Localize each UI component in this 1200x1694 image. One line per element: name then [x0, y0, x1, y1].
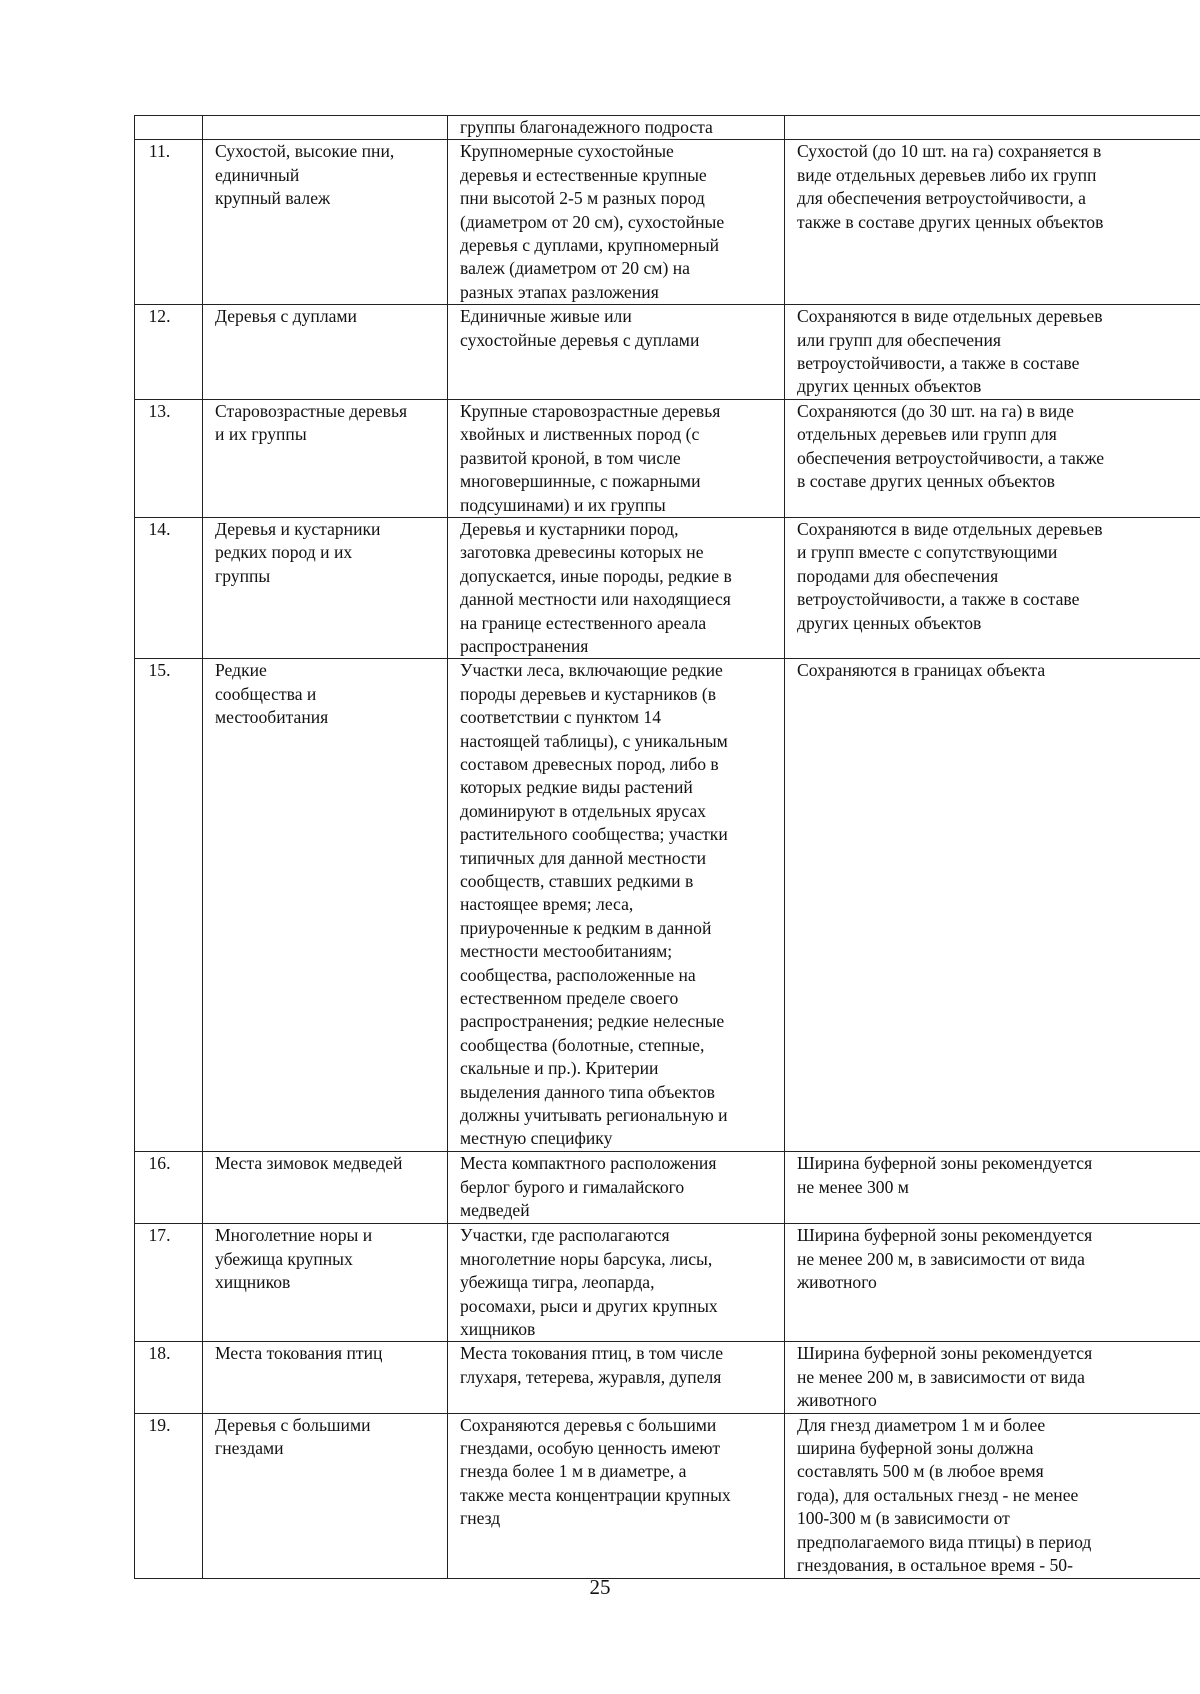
row-number: 15. [135, 659, 203, 1152]
object-name: Редкие сообщества и местообитания [203, 659, 448, 1152]
row-number: 17. [135, 1224, 203, 1342]
table-row [135, 1152, 1200, 1224]
object-name: Деревья с дуплами [203, 305, 448, 400]
row-number [135, 116, 203, 140]
table-row [135, 305, 1200, 400]
preservation-rule: Сухостой (до 10 шт. на га) сохраняется в виде отдельных деревьев либо их групп для обеспечения ветроустойчивости, а также в составе других ценных объектов [785, 140, 1200, 305]
object-description: Единичные живые или сухостойные деревья с дуплами [448, 305, 785, 400]
row-number: 14. [135, 517, 203, 658]
table-row [135, 399, 1200, 517]
row-number: 16. [135, 1152, 203, 1224]
preservation-rule: Сохраняются в границах объекта [785, 659, 1200, 1152]
object-description: Деревья и кустарники пород, заготовка древесины которых не допускается, иные породы, редкие в данной местности или находящиеся на границе естественного ареала распространения [448, 517, 785, 658]
object-description: Участки, где располагаются многолетние норы барсука, лисы, убежища тигра, леопарда, росомахи, рыси и других крупных хищников [448, 1224, 785, 1342]
object-description: Крупномерные сухостойные деревья и естественные крупные пни высотой 2-5 м разных пород (диаметром от 20 см), сухостойные деревья с дуплами, крупномерный валеж (диаметром от 20 см) на разных этапах разложения [448, 140, 785, 305]
object-description: Крупные старовозрастные деревья хвойных и лиственных пород (с развитой кроной, в том числе многовершинные, с пожарными подсушинами) и их группы [448, 399, 785, 517]
object-name: Места зимовок медведей [203, 1152, 448, 1224]
object-name: Деревья и кустарники редких пород и их группы [203, 517, 448, 658]
object-name: Сухостой, высокие пни, единичный крупный валеж [203, 140, 448, 305]
object-name: Деревья с большими гнездами [203, 1413, 448, 1578]
row-number: 12. [135, 305, 203, 400]
page-number: 25 [589, 1575, 611, 1599]
object-description: Участки леса, включающие редкие породы деревьев и кустарников (в соответствии с пунктом 14 настоящей таблицы), с уникальным составом древесных пород, либо в которых редкие виды растений доминируют в отдельных ярусах растительного сообщества; участки типичных для данной местности сообществ, ставших редкими в настоящее время; леса, приуроченные к редким в данной местности местообитаниям; сообщества, расположенные на естественном пределе своего распространения; редкие нелесные сообщества (болотные, степные, скальные и пр.). Критерии выделения данного типа объектов должны учитывать региональную и местную специфику [448, 659, 785, 1152]
preservation-rule: Сохраняются (до 30 шт. на га) в виде отдельных деревьев или групп для обеспечения ветроустойчивости, а также в составе других ценных объектов [785, 399, 1200, 517]
object-description: Места токования птиц, в том числе глухаря, тетерева, журавля, дупеля [448, 1342, 785, 1413]
object-description: Сохраняются деревья с большими гнездами, особую ценность имеют гнезда более 1 м в диаметре, а также места концентрации крупных гнезд [448, 1413, 785, 1578]
row-number: 19. [135, 1413, 203, 1578]
table-row [135, 116, 1200, 140]
object-description: группы благонадежного подроста [448, 116, 785, 140]
row-number: 18. [135, 1342, 203, 1413]
row-number: 13. [135, 399, 203, 517]
preservation-rule: Ширина буферной зоны рекомендуется не менее 200 м, в зависимости от вида животного [785, 1342, 1200, 1413]
preservation-rule: Ширина буферной зоны рекомендуется не менее 200 м, в зависимости от вида животного [785, 1224, 1200, 1342]
table-row [135, 659, 1200, 1152]
table-row [135, 140, 1200, 305]
row-number: 11. [135, 140, 203, 305]
table-row [135, 517, 1200, 658]
object-name: Многолетние норы и убежища крупных хищников [203, 1224, 448, 1342]
valuable-objects-table [134, 115, 1200, 1579]
table-row [135, 1224, 1200, 1342]
object-name [203, 116, 448, 140]
object-description: Места компактного расположения берлог бурого и гималайского медведей [448, 1152, 785, 1224]
table-row [135, 1342, 1200, 1413]
table-row [135, 1413, 1200, 1578]
preservation-rule: Сохраняются в виде отдельных деревьев или групп для обеспечения ветроустойчивости, а также в составе других ценных объектов [785, 305, 1200, 400]
preservation-rule: Ширина буферной зоны рекомендуется не менее 300 м [785, 1152, 1200, 1224]
object-name: Места токования птиц [203, 1342, 448, 1413]
preservation-rule: Сохраняются в виде отдельных деревьев и групп вместе с сопутствующими породами для обеспечения ветроустойчивости, а также в составе других ценных объектов [785, 517, 1200, 658]
preservation-rule [785, 116, 1200, 140]
preservation-rule: Для гнезд диаметром 1 м и более ширина буферной зоны должна составлять 500 м (в любое время года), для остальных гнезд - не менее 100-300 м (в зависимости от предполагаемого вида птицы) в период гнездования, в остальное время - 50- [785, 1413, 1200, 1578]
object-name: Старовозрастные деревья и их группы [203, 399, 448, 517]
